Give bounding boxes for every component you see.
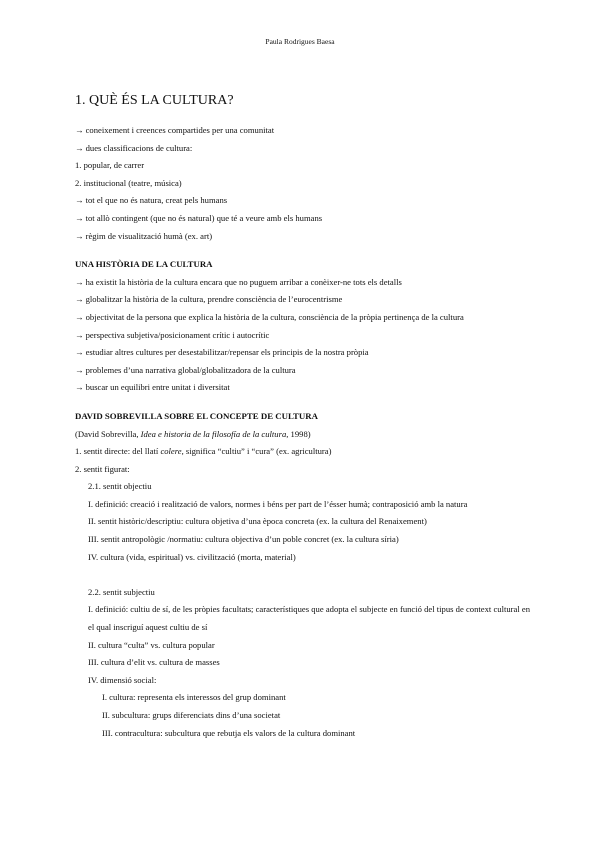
intro-list — [75, 122, 530, 245]
list-item: III. contracultura: subcultura que rebutja els valors de la cultura dominant — [102, 727, 356, 738]
sentit-subjectiu-label: 2.2. sentit subjectiu — [88, 586, 155, 597]
list-item: IV. dimensió social: — [88, 674, 157, 685]
list-item: I. definició: creació i realització de valors, normes i béns per part de l’ésser humà; contraposició amb la natura — [88, 498, 468, 509]
list-item: → tot el que no és natura, creat pels humans — [75, 195, 228, 206]
historia-list — [75, 274, 530, 397]
arrow-icon: → — [75, 142, 84, 153]
arrow-icon: → — [75, 347, 84, 358]
arrow-icon: → — [75, 230, 84, 241]
list-item: I. cultura: representa els interessos del grup dominant — [102, 692, 286, 703]
arrow-icon: → — [75, 329, 84, 340]
arrow-icon: → — [75, 294, 84, 305]
list-item: II. sentit històric/descriptiu: cultura objetiva d’una època concreta (ex. la cultura del Renaixement) — [88, 516, 427, 527]
list-item: → perspectiva subjetiva/posicionament crític i autocrític — [75, 329, 270, 340]
list-item: 2. institucional (teatre, música) — [75, 177, 182, 188]
arrow-icon: → — [75, 195, 84, 206]
sobrevilla-content — [75, 426, 530, 743]
list-item: III. sentit antropològic /normatiu: cultura objectiva d’un poble concret (ex. la cultura síria) — [88, 534, 399, 545]
list-item: I. definició: cultiu de sí, de les pròpies facultats; característiques que adopta el subjecte en funció del tipus de context cultural en el qual inscriguí aquest cultiu de sí — [88, 604, 530, 633]
arrow-icon: → — [75, 125, 84, 135]
author-header: Paula Rodrigues Baesa — [265, 37, 335, 46]
sentit-figurat: 2. sentit figurat: — [75, 463, 130, 474]
section-heading-historia: UNA HISTÒRIA DE LA CULTURA — [75, 259, 213, 270]
list-item: III. cultura d’elit vs. cultura de masses — [88, 657, 220, 668]
arrow-icon: → — [75, 276, 84, 287]
list-item: → tot allò contingent (que no és natural) que té a veure amb els humans — [75, 212, 323, 223]
citation-book-title: Idea e historia de la filosofía de la cultura — [140, 428, 287, 439]
list-item: II. subcultura: grups diferenciats dins d’una societat — [102, 710, 281, 720]
arrow-icon: → — [75, 311, 84, 322]
page-title: 1. QUÈ ÉS LA CULTURA? — [75, 93, 234, 108]
list-item: → globalitzar la història de la cultura, prendre consciència de l’eurocentrisme — [75, 294, 343, 305]
list-item: → objectivitat de la persona que explica la història de la cultura, consciència de la pròpia pertinença de la cultura — [75, 311, 464, 322]
list-item: → problemes d’una narrativa global/globalitzadora de la cultura — [75, 364, 296, 375]
list-item: → règim de visualització humà (ex. art) — [75, 230, 213, 241]
arrow-icon: → — [75, 212, 84, 223]
list-item: IV. cultura (vida, espiritual) vs. civilització (morta, material) — [88, 551, 296, 562]
list-item: → coneixement i creences compartides per una comunitat — [75, 125, 275, 135]
list-item: → estudiar altres cultures per desestabilitzar/repensar els principis de la nostra pròpia — [75, 347, 369, 358]
section-heading-sobrevilla: DAVID SOBREVILLA SOBRE EL CONCEPTE DE CULTURA — [75, 410, 318, 421]
list-item: → dues classificacions de cultura: — [75, 142, 193, 153]
list-item: → buscar un equilibri entre unitat i diversitat — [75, 382, 230, 393]
sentit-objectiu-label: 2.1. sentit objectiu — [88, 481, 152, 492]
list-item: → ha existit la història de la cultura encara que no puguem arribar a conèixer-ne tots els detalls — [75, 276, 402, 287]
spacer — [75, 566, 530, 584]
sentit-directe: 1. sentit directe: del llatí colere, significa “cultiu” i “cura” (ex. agricultura) — [75, 446, 332, 457]
list-item: 1. popular, de carrer — [75, 160, 145, 171]
citation: (David Sobrevilla, Idea e historia de la filosofía de la cultura, 1998) — [75, 428, 311, 439]
arrow-icon: → — [75, 364, 84, 375]
list-item: II. cultura “culta” vs. cultura popular — [88, 639, 215, 650]
arrow-icon: → — [75, 382, 84, 393]
document-content — [75, 91, 530, 742]
